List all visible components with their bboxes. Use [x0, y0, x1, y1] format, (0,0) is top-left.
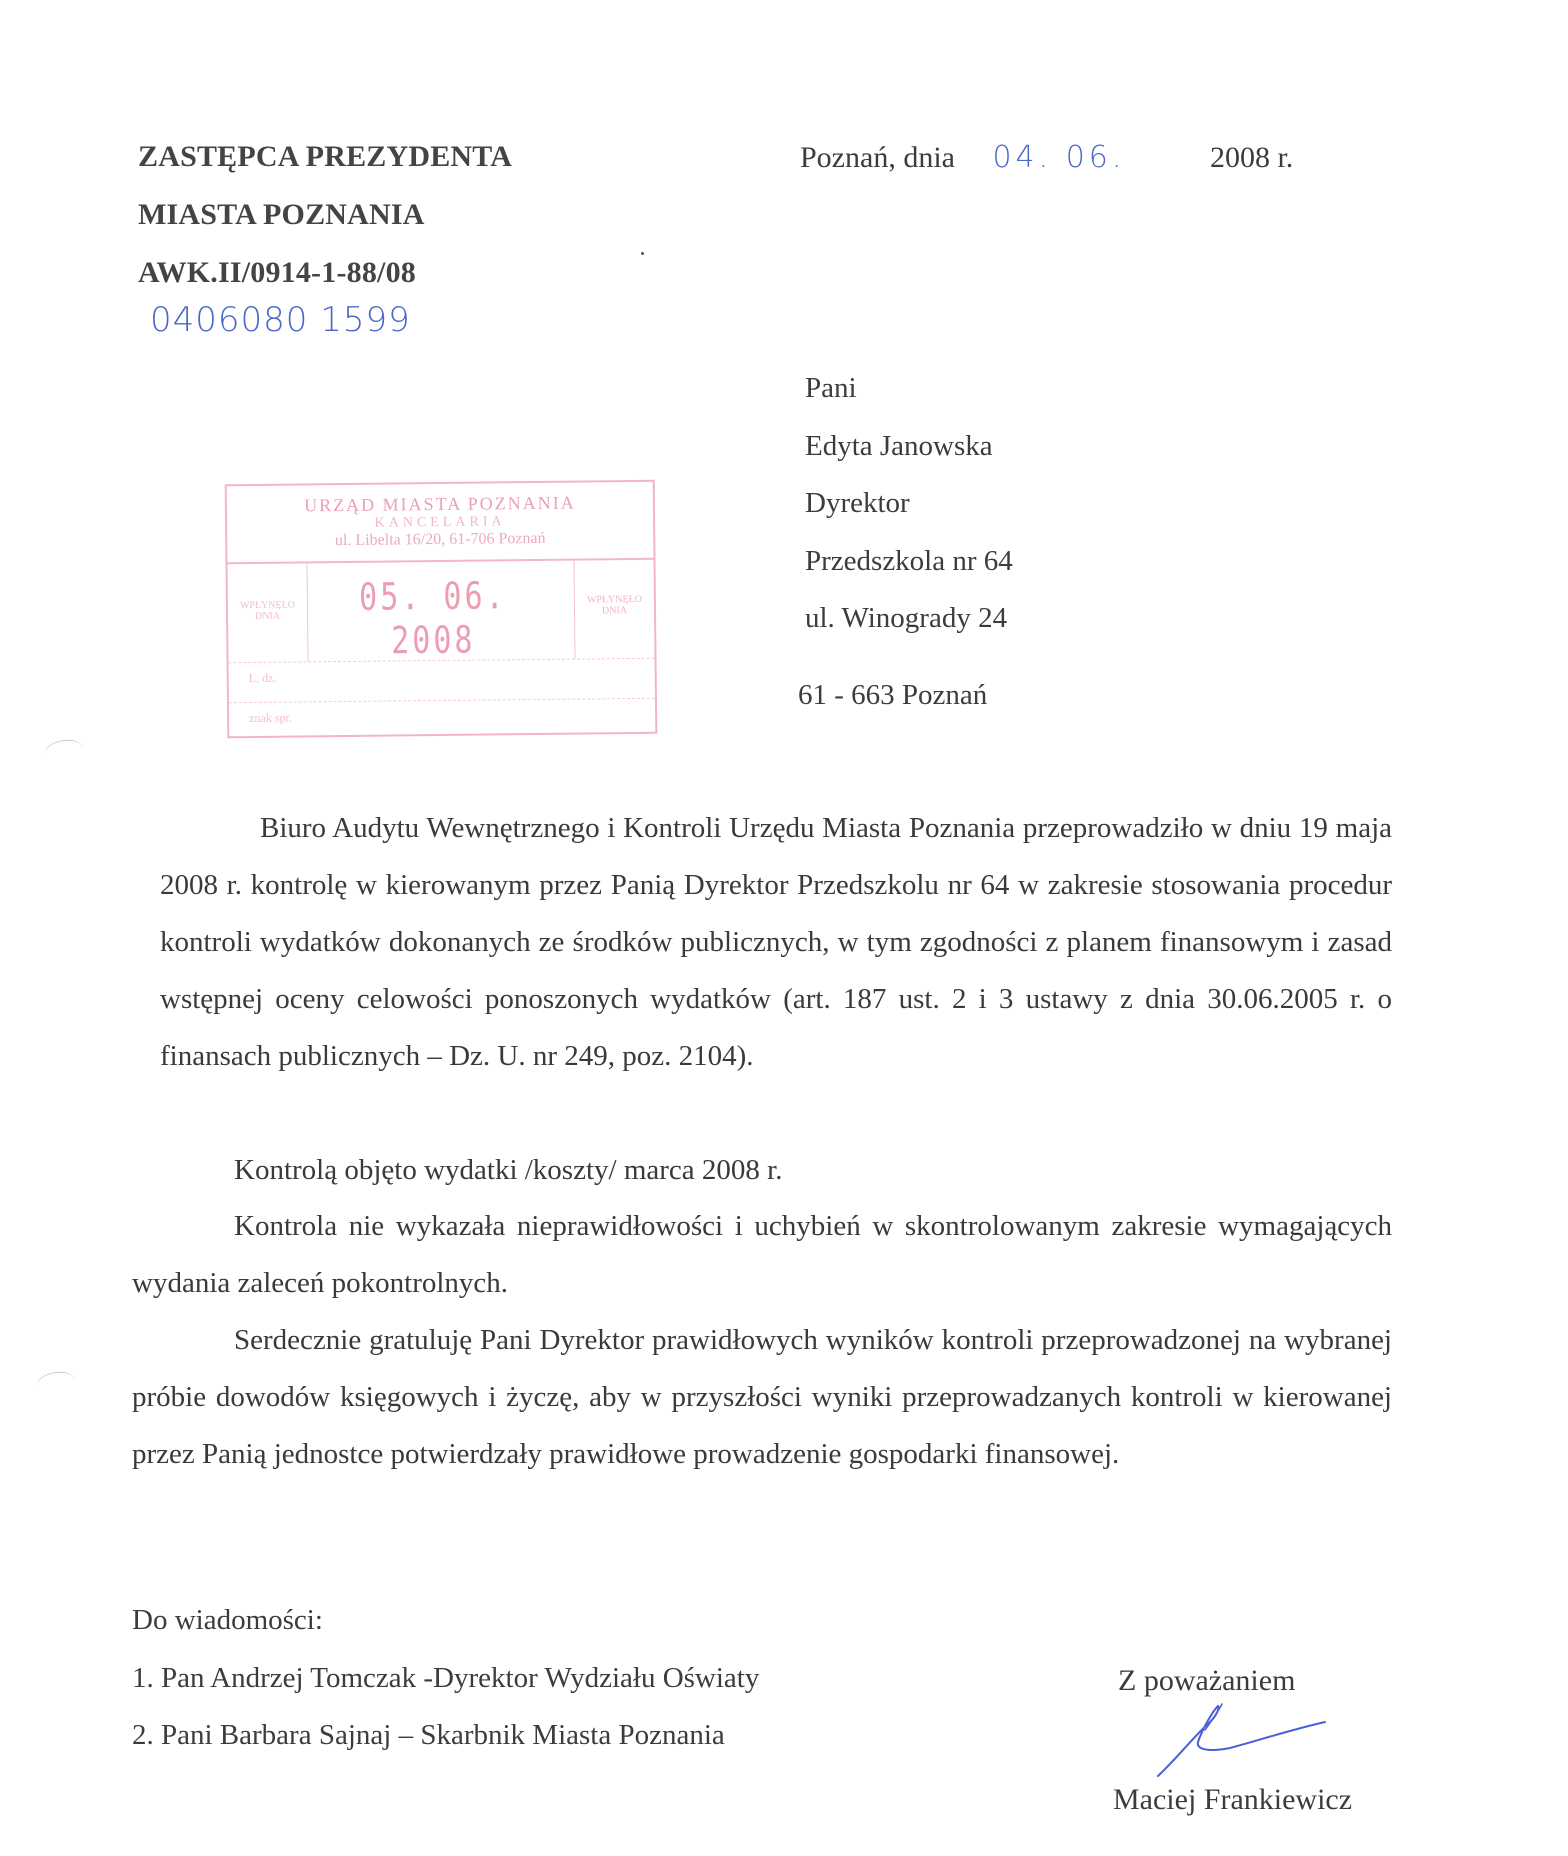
hole-punch-mark	[34, 1369, 78, 1401]
cc-heading: Do wiadomości:	[132, 1604, 323, 1636]
cc-item-1: 1. Pan Andrzej Tomczak -Dyrektor Wydziału Oświaty	[132, 1662, 760, 1694]
body-paragraph-4	[132, 1312, 1392, 1483]
signer-name: Maciej Frankiewicz	[1113, 1783, 1353, 1816]
sender-title-line-2: MIASTA POZNANIA	[138, 198, 425, 231]
closing-phrase: Z poważaniem	[1118, 1664, 1296, 1697]
handwritten-signature-icon	[1150, 1700, 1330, 1780]
scan-speck	[641, 252, 644, 255]
recipient-name: Edyta Janowska	[805, 430, 993, 462]
date-year: 2008 r.	[1209, 141, 1294, 174]
stamp-header	[227, 482, 654, 564]
recipient-title: Dyrektor	[805, 487, 910, 519]
paragraph-text: Serdecznie gratuluję Pani Dyrektor prawidłowych wyników kontroli przeprowadzonej na wybranej próbie dowodów księgowych i życzę, aby w przyszłości wyniki przeprowadzanych kontroli w kierowanej przez Panią jednostce potwierdzały prawidłowe prowadzenie gospodarki finansowej.	[132, 1324, 1392, 1470]
incoming-mail-stamp	[225, 480, 658, 738]
stamp-department: KANCELARIA	[374, 514, 506, 531]
recipient-institution: Przedszkola nr 64	[805, 545, 1013, 577]
cc-item-2: 2. Pani Barbara Sajnaj – Skarbnik Miasta Poznania	[132, 1719, 725, 1751]
paragraph-text: Kontrolą objęto wydatki /koszty/ marca 2008 r.	[234, 1154, 783, 1186]
stamp-received-label-right: WPŁYNĘŁO DNIA	[573, 558, 654, 659]
recipient-postal-city: 61 - 663 Poznań	[798, 679, 988, 711]
recipient-street: ul. Winogrady 24	[805, 602, 1008, 634]
body-paragraph-1	[160, 800, 1392, 1085]
stamp-case-mark-row: znak spr.	[229, 698, 655, 726]
date-line	[800, 140, 1293, 175]
body-paragraph-3	[132, 1198, 1392, 1312]
sender-title-line-1: ZASTĘPCA PREZYDENTA	[138, 140, 513, 173]
handwritten-date: 04. 06.	[992, 140, 1126, 175]
stamp-received-label-left: WPŁYNĘŁO DNIA	[227, 561, 308, 662]
stamp-journal-number-row: L. dz.	[229, 658, 655, 702]
stamp-address: ul. Libelta 16/20, 61-706 Poznań	[334, 529, 546, 550]
recipient-salutation: Pani	[805, 372, 857, 404]
date-place-prefix: Poznań, dnia	[800, 141, 955, 174]
handwritten-registration-number: 0406080 1599	[150, 300, 411, 340]
hole-punch-mark	[42, 737, 86, 769]
reference-number: AWK.II/0914-1-88/08	[138, 256, 416, 289]
body-paragraph-2	[160, 1142, 1392, 1199]
paragraph-text: Biuro Audytu Wewnętrznego i Kontroli Urzędu Miasta Poznania przeprowadziło w dniu 19 maja 2008 r. kontrolę w kierowanym przez Panią Dyrektor Przedszkolu nr 64 w zakresie stosowania procedur kontroli wydatków dokonanych ze środków publicznych, w tym zgodności z planem finansowym i zasad wstępnej oceny celowości ponoszonych wydatków (art. 187 ust. 2 i 3 ustawy z dnia 30.06.2005 r. o finansach publicznych – Dz. U. nr 249, poz. 2104).	[160, 812, 1392, 1072]
paragraph-text: Kontrola nie wykazała nieprawidłowości i uchybień w skontrolowanym zakresie wymagających wydania zaleceń pokontrolnych.	[132, 1210, 1392, 1299]
stamp-office-name: URZĄD MIASTA POZNANIA	[304, 492, 576, 516]
stamp-received-date: 05. 06. 2008	[358, 574, 507, 664]
